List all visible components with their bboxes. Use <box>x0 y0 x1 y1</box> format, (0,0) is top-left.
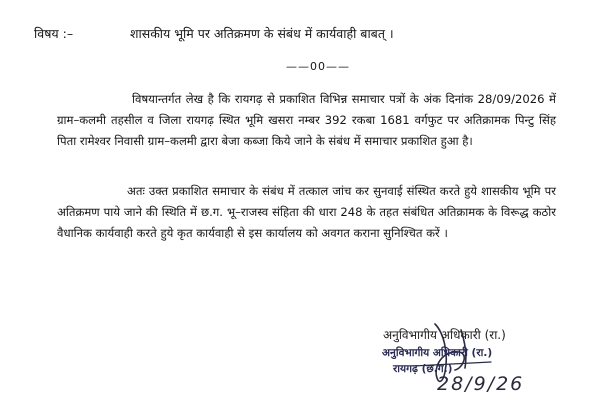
section-divider: ——00—— <box>286 60 350 73</box>
body-paragraph-1 <box>57 89 556 152</box>
office-stamp-line-1: अनुविभागीय अधिकारी (रा.) <box>382 347 493 359</box>
paragraph-2-text: अतः उक्त प्रकाशित समाचार के संबंध में तत्काल जांच कर सुनवाई संस्थित करते हुये शासकीय भूमि पर अतिक्रमण पाये जाने की स्थिति में छ.ग. भू–राजस्व संहिता की धारा 248 के तहत संबंधित अतिक्रामक के विरूद्ध कठोर वैधानिक कार्यवाही करते हुये कृत कार्यवाही से इस कार्यालय को अवगत कराना सुनिश्चित करें । <box>57 184 556 240</box>
handwritten-date: 28/9/26 <box>437 373 525 395</box>
officer-designation: अनुविभागीय अधिकारी (रा.) <box>383 328 506 342</box>
office-stamp-line-2: रायगढ़ (छ.ग.) <box>393 363 453 375</box>
body-paragraph-2 <box>57 181 556 244</box>
paragraph-1-text: विषयान्तर्गत लेख है कि रायगढ़ से प्रकाशित विभिन्न समाचार पत्रों के अंक दिनांक 28/09/2026 में ग्राम–कलमी तहसील व जिला रायगढ़ स्थित भूमि खसरा नम्बर 392 रकबा 1681 वर्गफुट पर अतिक्रामक पिन्टु सिंह पिता रामेश्वर निवासी ग्राम–कलमी द्वारा बेजा कब्जा किये जाने के संबंध में समाचार प्रकाशित हुआ है। <box>57 92 556 148</box>
subject-label: विषय :– <box>34 26 74 41</box>
signature-block <box>373 322 578 410</box>
subject-text: शासकीय भूमि पर अतिक्रमण के संबंध में कार्यवाही बाबत् । <box>130 26 394 41</box>
